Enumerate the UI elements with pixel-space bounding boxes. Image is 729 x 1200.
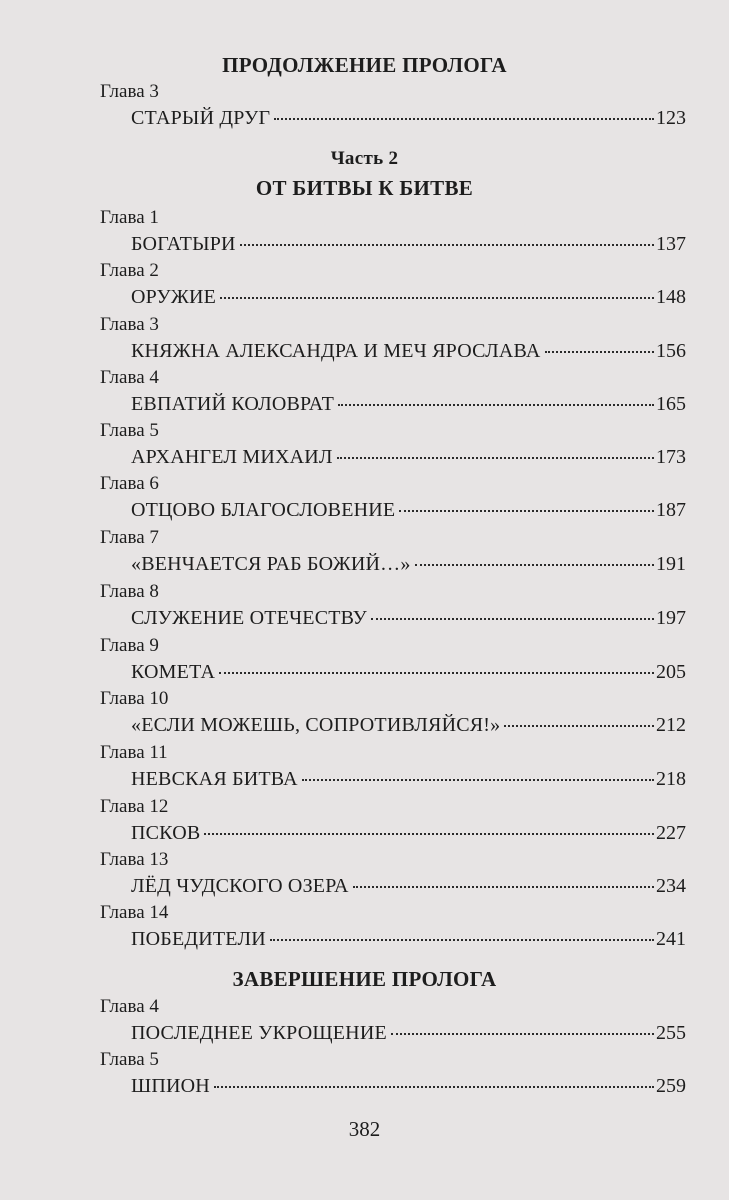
entry-title: СЛУЖЕНИЕ ОТЕЧЕСТВУ — [131, 607, 367, 629]
dot-leader — [353, 886, 654, 888]
chapter-label: Глава 8 — [100, 581, 159, 602]
chapter-label: Глава 3 — [100, 314, 159, 335]
dot-leader — [214, 1086, 654, 1088]
toc-entry[interactable] — [131, 550, 686, 578]
section-heading-prologue-continued: ПРОДОЛЖЕНИЕ ПРОЛОГА — [222, 53, 507, 77]
entry-page-number: 187 — [656, 499, 686, 521]
entry-title: ПОСЛЕДНЕЕ УКРОЩЕНИЕ — [131, 1022, 387, 1044]
entry-page-number: 156 — [656, 340, 686, 362]
entry-title: ПОБЕДИТЕЛИ — [131, 928, 266, 950]
entry-title: ОТЦОВО БЛАГОСЛОВЕНИЕ — [131, 499, 396, 521]
entry-title: ЛЁД ЧУДСКОГО ОЗЕРА — [131, 875, 349, 897]
entry-page-number: 173 — [656, 446, 686, 468]
chapter-label: Глава 11 — [100, 742, 168, 763]
entry-title: КОМЕТА — [131, 661, 216, 683]
toc-entry[interactable] — [131, 104, 686, 132]
chapter-label: Глава 10 — [100, 688, 169, 709]
entry-page-number: 259 — [656, 1075, 686, 1097]
entry-page-number: 205 — [656, 661, 686, 683]
dot-leader — [204, 833, 654, 835]
section-heading-part-2: ОТ БИТВЫ К БИТВЕ — [255, 176, 474, 200]
chapter-label: Глава 4 — [100, 996, 159, 1017]
entry-title: ПСКОВ — [131, 822, 201, 844]
entry-page-number: 165 — [656, 393, 686, 415]
entry-page-number: 137 — [656, 233, 686, 255]
dot-leader — [415, 564, 654, 566]
toc-entry[interactable] — [131, 819, 686, 847]
entry-title: ОРУЖИЕ — [131, 286, 217, 308]
toc-entry[interactable] — [131, 1019, 686, 1047]
dot-leader — [219, 672, 654, 674]
dot-leader — [270, 939, 654, 941]
page-number: 382 — [348, 1117, 381, 1141]
entry-title: КНЯЖНА АЛЕКСАНДРА И МЕЧ ЯРОСЛАВА — [131, 340, 541, 362]
dot-leader — [504, 725, 654, 727]
entry-title: НЕВСКАЯ БИТВА — [131, 768, 298, 790]
toc-entry[interactable] — [131, 337, 686, 365]
entry-page-number: 191 — [656, 553, 686, 575]
entry-page-number: 123 — [656, 107, 686, 129]
toc-entry[interactable] — [131, 925, 686, 953]
entry-page-number: 148 — [656, 286, 686, 308]
part-label: Часть 2 — [330, 148, 399, 169]
chapter-label: Глава 3 — [100, 81, 159, 102]
dot-leader — [545, 351, 655, 353]
dot-leader — [371, 618, 654, 620]
chapter-label: Глава 7 — [100, 527, 159, 548]
entry-page-number: 241 — [656, 928, 686, 950]
dot-leader — [391, 1033, 654, 1035]
toc-entry[interactable] — [131, 496, 686, 524]
dot-leader — [274, 118, 654, 120]
toc-entry[interactable] — [131, 443, 686, 471]
entry-page-number: 234 — [656, 875, 686, 897]
entry-title: ШПИОН — [131, 1075, 210, 1097]
dot-leader — [220, 297, 654, 299]
chapter-label: Глава 12 — [100, 796, 169, 817]
chapter-label: Глава 6 — [100, 473, 159, 494]
chapter-label: Глава 14 — [100, 902, 169, 923]
entry-page-number: 197 — [656, 607, 686, 629]
chapter-label: Глава 13 — [100, 849, 169, 870]
toc-entry[interactable] — [131, 872, 686, 900]
entry-page-number: 218 — [656, 768, 686, 790]
chapter-label: Глава 5 — [100, 420, 159, 441]
toc-entry[interactable] — [131, 765, 686, 793]
entry-page-number: 255 — [656, 1022, 686, 1044]
entry-title: «ЕСЛИ МОЖЕШЬ, СОПРОТИВЛЯЙСЯ!» — [131, 714, 501, 736]
chapter-label: Глава 1 — [100, 207, 159, 228]
toc-entry[interactable] — [131, 390, 686, 418]
chapter-label: Глава 9 — [100, 635, 159, 656]
dot-leader — [337, 457, 654, 459]
chapter-label: Глава 4 — [100, 367, 159, 388]
entry-title: ЕВПАТИЙ КОЛОВРАТ — [131, 393, 335, 415]
toc-entry[interactable] — [131, 283, 686, 311]
entry-title: СТАРЫЙ ДРУГ — [131, 107, 271, 129]
toc-entry[interactable] — [131, 711, 686, 739]
entry-title: АРХАНГЕЛ МИХАИЛ — [131, 446, 333, 468]
chapter-label: Глава 5 — [100, 1049, 159, 1070]
entry-page-number: 227 — [656, 822, 686, 844]
chapter-label: Глава 2 — [100, 260, 159, 281]
toc-entry[interactable] — [131, 230, 686, 258]
entry-title: БОГАТЫРИ — [131, 233, 236, 255]
dot-leader — [240, 244, 654, 246]
toc-entry[interactable] — [131, 658, 686, 686]
toc-entry[interactable] — [131, 1072, 686, 1100]
section-heading-prologue-ending: ЗАВЕРШЕНИЕ ПРОЛОГА — [232, 967, 497, 991]
toc-entry[interactable] — [131, 604, 686, 632]
entry-title: «ВЕНЧАЕТСЯ РАБ БОЖИЙ…» — [131, 553, 411, 575]
entry-page-number: 212 — [656, 714, 686, 736]
dot-leader — [338, 404, 654, 406]
dot-leader — [302, 779, 654, 781]
dot-leader — [399, 510, 654, 512]
